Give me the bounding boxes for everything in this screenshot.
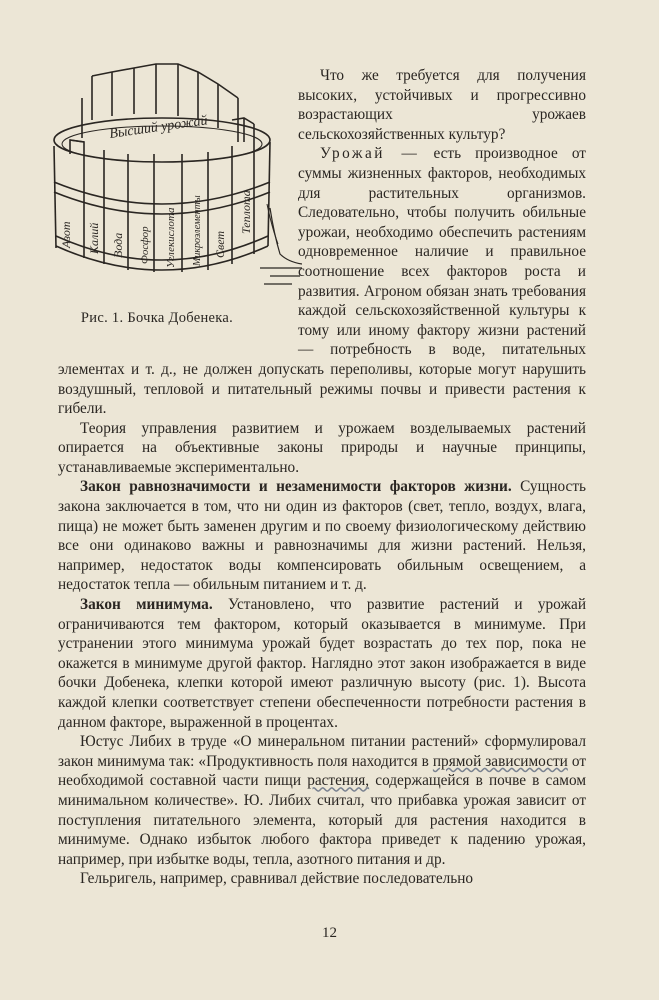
- paragraph: [58, 477, 586, 595]
- paragraph-text: Юстус Либих в труде «О минеральном питании растений» сформулировал закон минимума так: «Продуктивность поля находится в: [58, 733, 586, 770]
- underlined-phrase: прямой зависимости: [432, 752, 568, 770]
- law-heading: Закон равнозначимости и незаменимости факторов жизни.: [80, 478, 512, 496]
- underlined-phrase: растения,: [307, 772, 370, 790]
- figure-float-spacer: [58, 66, 298, 346]
- stave-label: Теплота: [239, 190, 253, 234]
- stave-label: Свет: [213, 230, 227, 258]
- stave-label: Вода: [111, 232, 125, 258]
- paragraph: Теория управления развитием и урожаем возделываемых растений опирается на объективные законы природы и научные принципы, устанавливаемые экспериментально.: [58, 419, 586, 476]
- stave-label: Азот: [59, 221, 73, 248]
- paragraph: Гельригель, например, сравнивал действие последовательно: [80, 870, 474, 888]
- paragraph-text: Установлено, что развитие растений и урожай ограничиваются тем фактором, который оказывается в минимуме. При устранении этого минимума урожай будет возрастать до тех пор, пока не окажется в минимуме другой фактор. Наглядно этот закон изображается в виде бочки Добенека, клепки которой имеют различную высоту (рис. 1). Высота каждой клепки соответствует степени обеспеченности потребности растения в данном факторе, выраженной в процентах.: [58, 596, 586, 731]
- stave-label: Калий: [87, 222, 101, 254]
- paragraph-text: от необходимой составной части пищи: [58, 752, 587, 790]
- paragraph: Что же требуется для получения высоких, устойчивых и прогрессивно возрастающих урожаев сельскохозяйственных культур?: [298, 67, 586, 143]
- law-heading: Закон минимума.: [80, 596, 213, 614]
- stave-label: Фосфор: [139, 226, 151, 264]
- body-text: [58, 66, 586, 889]
- paragraph-text: есть производное от суммы жизненных факторов, необходимых для растительных организмов. Следовательно, чтобы получить обильные урожаи, необходимо обеспечить растениям одновременное наличие и правильное соотношение всех факторов роста и развития. Агроном обязан знать требования каждой сельскохозяйственной культуры к тому или иному фактору жизни растений — потребность в воде, питательных элементах и т. д., не должен допускать переполивы, которые могут нарушить воздушный, тепловой и питательный режимы почвы и привести растения к гибели.: [58, 145, 586, 418]
- stave-label: Углекислота: [165, 207, 177, 268]
- paragraph-text: Сущность закона заключается в том, что ни один из факторов (свет, тепло, воздух, влага, пища) не может быть заменен другим и по своему физиологическому действию все они одинаково важны и равнозначимы для жизни растений. Нельзя, например, недостаток воды компенсировать обильным освещением, а недостаток тепла — обильным питанием и т. д.: [58, 478, 587, 594]
- figure-caption: Рис. 1. Бочка Добенека.: [80, 310, 234, 326]
- paragraph: [58, 732, 586, 869]
- page-number: 12: [322, 925, 337, 941]
- term-harvest: Урожай —: [320, 145, 420, 163]
- paragraph-text: содержащейся в почве в самом минимальном количестве». Ю. Либих считал, что прибавка урожая зависит от поступления питательного элемента, который для растения находится в минимуме. Однако избыток любого фактора приведет к падению урожая, например, при избытке воды, тепла, азотного питания и др.: [58, 772, 587, 868]
- barrel-top-label: Высший урожай: [108, 113, 209, 142]
- paragraph: [58, 595, 586, 732]
- stave-label: Микроэлементы: [192, 195, 203, 266]
